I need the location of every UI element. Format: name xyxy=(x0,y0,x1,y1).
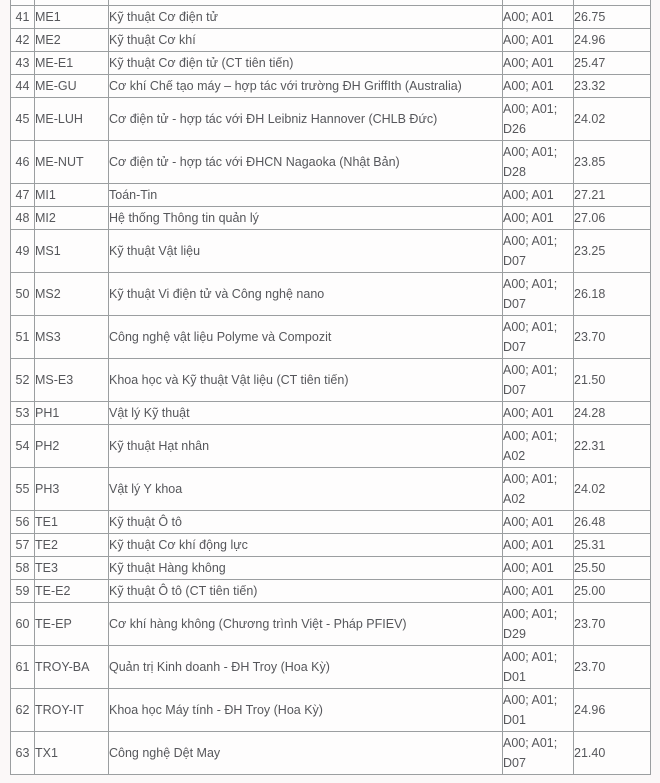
program-code-cell: TROY-BA xyxy=(35,646,109,689)
table-row xyxy=(11,646,651,689)
program-name-cell: Kỹ thuật Ô tô xyxy=(109,511,503,534)
program-name-cell: Kỹ thuật Ô tô (CT tiên tiến) xyxy=(109,580,503,603)
score-cell: 26.18 xyxy=(574,273,651,316)
score-cell: 23.25 xyxy=(574,230,651,273)
row-number-cell: 54 xyxy=(11,425,35,468)
table-row xyxy=(11,359,651,402)
table-row xyxy=(11,75,651,98)
score-cell: 21.40 xyxy=(574,732,651,775)
subject-combos-cell: A00; A01 xyxy=(503,184,574,207)
row-number-cell: 43 xyxy=(11,52,35,75)
table-row xyxy=(11,603,651,646)
subject-combos-cell: A00; A01; D28 xyxy=(503,141,574,184)
score-cell: 23.70 xyxy=(574,603,651,646)
score-cell: 24.96 xyxy=(574,29,651,52)
row-number-cell: 53 xyxy=(11,402,35,425)
row-number-cell: 58 xyxy=(11,557,35,580)
program-name-cell: Kỹ thuật Vi điện tử và Công nghệ nano xyxy=(109,273,503,316)
subject-combos-cell: A00; A01; D07 xyxy=(503,732,574,775)
program-code-cell: PH1 xyxy=(35,402,109,425)
table-row xyxy=(11,732,651,775)
row-number-cell: 59 xyxy=(11,580,35,603)
row-number-cell: 61 xyxy=(11,646,35,689)
table-row xyxy=(11,580,651,603)
subject-combos-cell: A00; A01; D07 xyxy=(503,230,574,273)
program-code-cell: ME-NUT xyxy=(35,141,109,184)
subject-combos-cell: A00; A01 xyxy=(503,557,574,580)
subject-combos-cell: A00; A01 xyxy=(503,511,574,534)
table-row xyxy=(11,425,651,468)
program-code-cell: MS1 xyxy=(35,230,109,273)
score-cell: 22.31 xyxy=(574,425,651,468)
subject-combos-cell: A00; A01; D26 xyxy=(503,98,574,141)
subject-combos-cell: A00; A01 xyxy=(503,580,574,603)
program-name-cell: Khoa học Máy tính - ĐH Troy (Hoa Kỳ) xyxy=(109,689,503,732)
subject-combos-cell: A00; A01 xyxy=(503,402,574,425)
table-row xyxy=(11,511,651,534)
score-cell: 25.00 xyxy=(574,580,651,603)
program-code-cell: ME-LUH xyxy=(35,98,109,141)
program-name-cell: Công nghệ Dệt May xyxy=(109,732,503,775)
subject-combos-cell: A00; A01; D29 xyxy=(503,603,574,646)
subject-combos-cell: A00; A01; D07 xyxy=(503,359,574,402)
row-number-cell: 41 xyxy=(11,6,35,29)
program-name-cell: Quản trị Kinh doanh - ĐH Troy (Hoa Kỳ) xyxy=(109,646,503,689)
subject-combos-cell: A00; A01; A02 xyxy=(503,425,574,468)
score-cell: 25.31 xyxy=(574,534,651,557)
score-cell: 23.85 xyxy=(574,141,651,184)
table-row xyxy=(11,52,651,75)
row-number-cell: 45 xyxy=(11,98,35,141)
score-cell: 27.06 xyxy=(574,207,651,230)
program-code-cell: TE1 xyxy=(35,511,109,534)
program-code-cell: TX1 xyxy=(35,732,109,775)
subject-combos-cell: A00; A01; D01 xyxy=(503,646,574,689)
row-number-cell: 44 xyxy=(11,75,35,98)
program-name-cell: Công nghệ vật liệu Polyme và Compozit xyxy=(109,316,503,359)
program-name-cell: Kỹ thuật Cơ điện tử (CT tiên tiến) xyxy=(109,52,503,75)
table-row xyxy=(11,6,651,29)
row-number-cell: 50 xyxy=(11,273,35,316)
program-name-cell: Cơ điện tử - hợp tác với ĐHCN Nagaoka (Nhật Bản) xyxy=(109,141,503,184)
score-cell: 24.02 xyxy=(574,468,651,511)
score-cell: 24.28 xyxy=(574,402,651,425)
score-cell: 26.48 xyxy=(574,511,651,534)
program-code-cell: PH3 xyxy=(35,468,109,511)
subject-combos-cell: A00; A01 xyxy=(503,29,574,52)
program-name-cell: Vật lý Kỹ thuật xyxy=(109,402,503,425)
program-name-cell: Kỹ thuật Hàng không xyxy=(109,557,503,580)
program-name-cell: Cơ khí Chế tạo máy – hợp tác với trường ĐH GriffIth (Australia) xyxy=(109,75,503,98)
subject-combos-cell: A00; A01 xyxy=(503,534,574,557)
row-number-cell: 46 xyxy=(11,141,35,184)
program-code-cell: TE-EP xyxy=(35,603,109,646)
program-code-cell: TE3 xyxy=(35,557,109,580)
subject-combos-cell: A00; A01 xyxy=(503,75,574,98)
row-number-cell: 55 xyxy=(11,468,35,511)
table-row xyxy=(11,557,651,580)
row-number-cell: 60 xyxy=(11,603,35,646)
program-name-cell: Kỹ thuật Cơ điện tử xyxy=(109,6,503,29)
subject-combos-cell: A00; A01; D07 xyxy=(503,316,574,359)
table-row xyxy=(11,141,651,184)
score-cell: 23.70 xyxy=(574,646,651,689)
table-row xyxy=(11,98,651,141)
row-number-cell: 57 xyxy=(11,534,35,557)
program-code-cell: TE2 xyxy=(35,534,109,557)
program-name-cell: Khoa học và Kỹ thuật Vật liệu (CT tiên tiến) xyxy=(109,359,503,402)
subject-combos-cell: A00; A01; D07 xyxy=(503,273,574,316)
table-row xyxy=(11,29,651,52)
program-code-cell: MI1 xyxy=(35,184,109,207)
table-row xyxy=(11,316,651,359)
score-cell: 21.50 xyxy=(574,359,651,402)
row-number-cell: 49 xyxy=(11,230,35,273)
subject-combos-cell: A00; A01 xyxy=(503,52,574,75)
program-name-cell: Toán-Tin xyxy=(109,184,503,207)
score-cell: 25.47 xyxy=(574,52,651,75)
table-row xyxy=(11,207,651,230)
row-number-cell: 42 xyxy=(11,29,35,52)
row-number-cell: 63 xyxy=(11,732,35,775)
program-name-cell: Kỹ thuật Cơ khí động lực xyxy=(109,534,503,557)
row-number-cell: 47 xyxy=(11,184,35,207)
row-number-cell: 51 xyxy=(11,316,35,359)
program-name-cell: Kỹ thuật Hạt nhân xyxy=(109,425,503,468)
program-name-cell: Cơ khí hàng không (Chương trình Việt - Pháp PFIEV) xyxy=(109,603,503,646)
program-name-cell: Kỹ thuật Cơ khí xyxy=(109,29,503,52)
table-row xyxy=(11,534,651,557)
program-code-cell: TROY-IT xyxy=(35,689,109,732)
program-name-cell: Hệ thống Thông tin quản lý xyxy=(109,207,503,230)
program-code-cell: ME-GU xyxy=(35,75,109,98)
program-code-cell: MS-E3 xyxy=(35,359,109,402)
program-code-cell: MS2 xyxy=(35,273,109,316)
program-code-cell: MS3 xyxy=(35,316,109,359)
program-code-cell: ME2 xyxy=(35,29,109,52)
subject-combos-cell: A00; A01; D01 xyxy=(503,689,574,732)
program-code-cell: ME-E1 xyxy=(35,52,109,75)
row-number-cell: 62 xyxy=(11,689,35,732)
table-row xyxy=(11,184,651,207)
table-row xyxy=(11,402,651,425)
score-cell: 27.21 xyxy=(574,184,651,207)
score-cell: 24.02 xyxy=(574,98,651,141)
table-row xyxy=(11,273,651,316)
table-row xyxy=(11,689,651,732)
program-code-cell: PH2 xyxy=(35,425,109,468)
score-cell: 23.70 xyxy=(574,316,651,359)
row-number-cell: 56 xyxy=(11,511,35,534)
program-name-cell: Vật lý Y khoa xyxy=(109,468,503,511)
table-row xyxy=(11,468,651,511)
row-number-cell: 52 xyxy=(11,359,35,402)
program-name-cell: Cơ điện tử - hợp tác với ĐH Leibniz Hannover (CHLB Đức) xyxy=(109,98,503,141)
program-code-cell: TE-E2 xyxy=(35,580,109,603)
score-cell: 26.75 xyxy=(574,6,651,29)
subject-combos-cell: A00; A01 xyxy=(503,207,574,230)
score-cell: 24.96 xyxy=(574,689,651,732)
admission-scores-table xyxy=(10,0,651,775)
subject-combos-cell: A00; A01 xyxy=(503,6,574,29)
row-number-cell: 48 xyxy=(11,207,35,230)
table-row xyxy=(11,230,651,273)
score-cell: 25.50 xyxy=(574,557,651,580)
score-cell: 23.32 xyxy=(574,75,651,98)
program-code-cell: MI2 xyxy=(35,207,109,230)
program-code-cell: ME1 xyxy=(35,6,109,29)
program-name-cell: Kỹ thuật Vật liệu xyxy=(109,230,503,273)
subject-combos-cell: A00; A01; A02 xyxy=(503,468,574,511)
